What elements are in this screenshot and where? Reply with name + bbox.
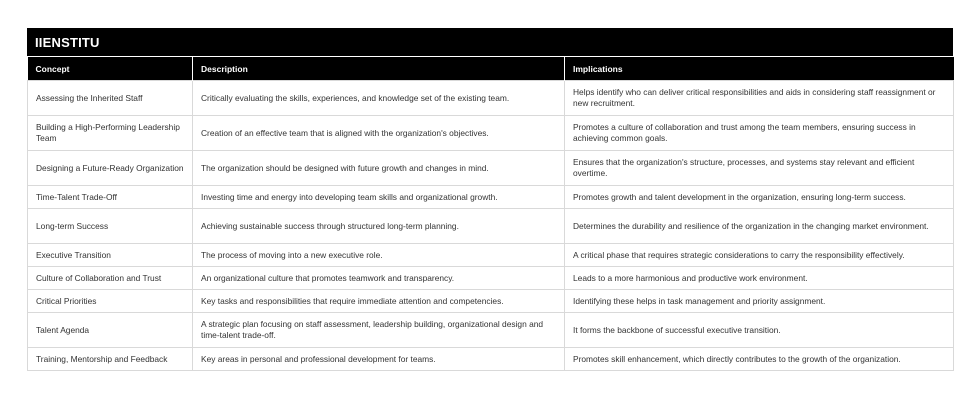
cell-description: A strategic plan focusing on staff assessment, leadership building, organizational design and time-talent trade-off. [193,313,565,348]
cell-description: The process of moving into a new executive role. [193,244,565,267]
cell-implications: Determines the durability and resilience of the organization in the changing market environment. [565,209,954,244]
column-header-implications: Implications [565,57,954,81]
cell-concept: Talent Agenda [28,313,193,348]
cell-implications: Promotes skill enhancement, which directly contributes to the growth of the organization. [565,348,954,371]
cell-implications: Ensures that the organization's structure, processes, and systems stay relevant and efficient overtime. [565,151,954,186]
cell-concept: Designing a Future-Ready Organization [28,151,193,186]
cell-concept: Building a High-Performing Leadership Team [28,116,193,151]
cell-concept: Assessing the Inherited Staff [28,81,193,116]
table-row [28,209,954,244]
cell-description: Key areas in personal and professional development for teams. [193,348,565,371]
table-row [28,116,954,151]
cell-description: An organizational culture that promotes teamwork and transparency. [193,267,565,290]
brand-title: IIENSTITU [27,28,953,57]
cell-description: The organization should be designed with future growth and changes in mind. [193,151,565,186]
cell-concept: Training, Mentorship and Feedback [28,348,193,371]
cell-implications: Identifying these helps in task management and priority assignment. [565,290,954,313]
cell-description: Achieving sustainable success through structured long-term planning. [193,209,565,244]
cell-concept: Critical Priorities [28,290,193,313]
cell-implications: It forms the backbone of successful executive transition. [565,313,954,348]
table-row [28,151,954,186]
cell-implications: Leads to a more harmonious and productive work environment. [565,267,954,290]
header-row [28,57,954,81]
table-row [28,186,954,209]
cell-implications: Promotes a culture of collaboration and trust among the team members, ensuring success in achieving common goals. [565,116,954,151]
cell-implications: Helps identify who can deliver critical responsibilities and aids in considering staff reassignment or new recruitment. [565,81,954,116]
column-header-description: Description [193,57,565,81]
table-row [28,267,954,290]
cell-description: Key tasks and responsibilities that require immediate attention and competencies. [193,290,565,313]
cell-concept: Executive Transition [28,244,193,267]
table-row [28,348,954,371]
concepts-table [27,57,954,371]
cell-description: Creation of an effective team that is aligned with the organization's objectives. [193,116,565,151]
cell-implications: Promotes growth and talent development in the organization, ensuring long-term success. [565,186,954,209]
cell-concept: Culture of Collaboration and Trust [28,267,193,290]
table-row [28,290,954,313]
table-row [28,81,954,116]
cell-concept: Long-term Success [28,209,193,244]
table-row [28,244,954,267]
cell-description: Critically evaluating the skills, experiences, and knowledge set of the existing team. [193,81,565,116]
cell-implications: A critical phase that requires strategic considerations to carry the responsibility effectively. [565,244,954,267]
table-container [27,28,953,371]
column-header-concept: Concept [28,57,193,81]
table-row [28,313,954,348]
cell-description: Investing time and energy into developing team skills and organizational growth. [193,186,565,209]
cell-concept: Time-Talent Trade-Off [28,186,193,209]
